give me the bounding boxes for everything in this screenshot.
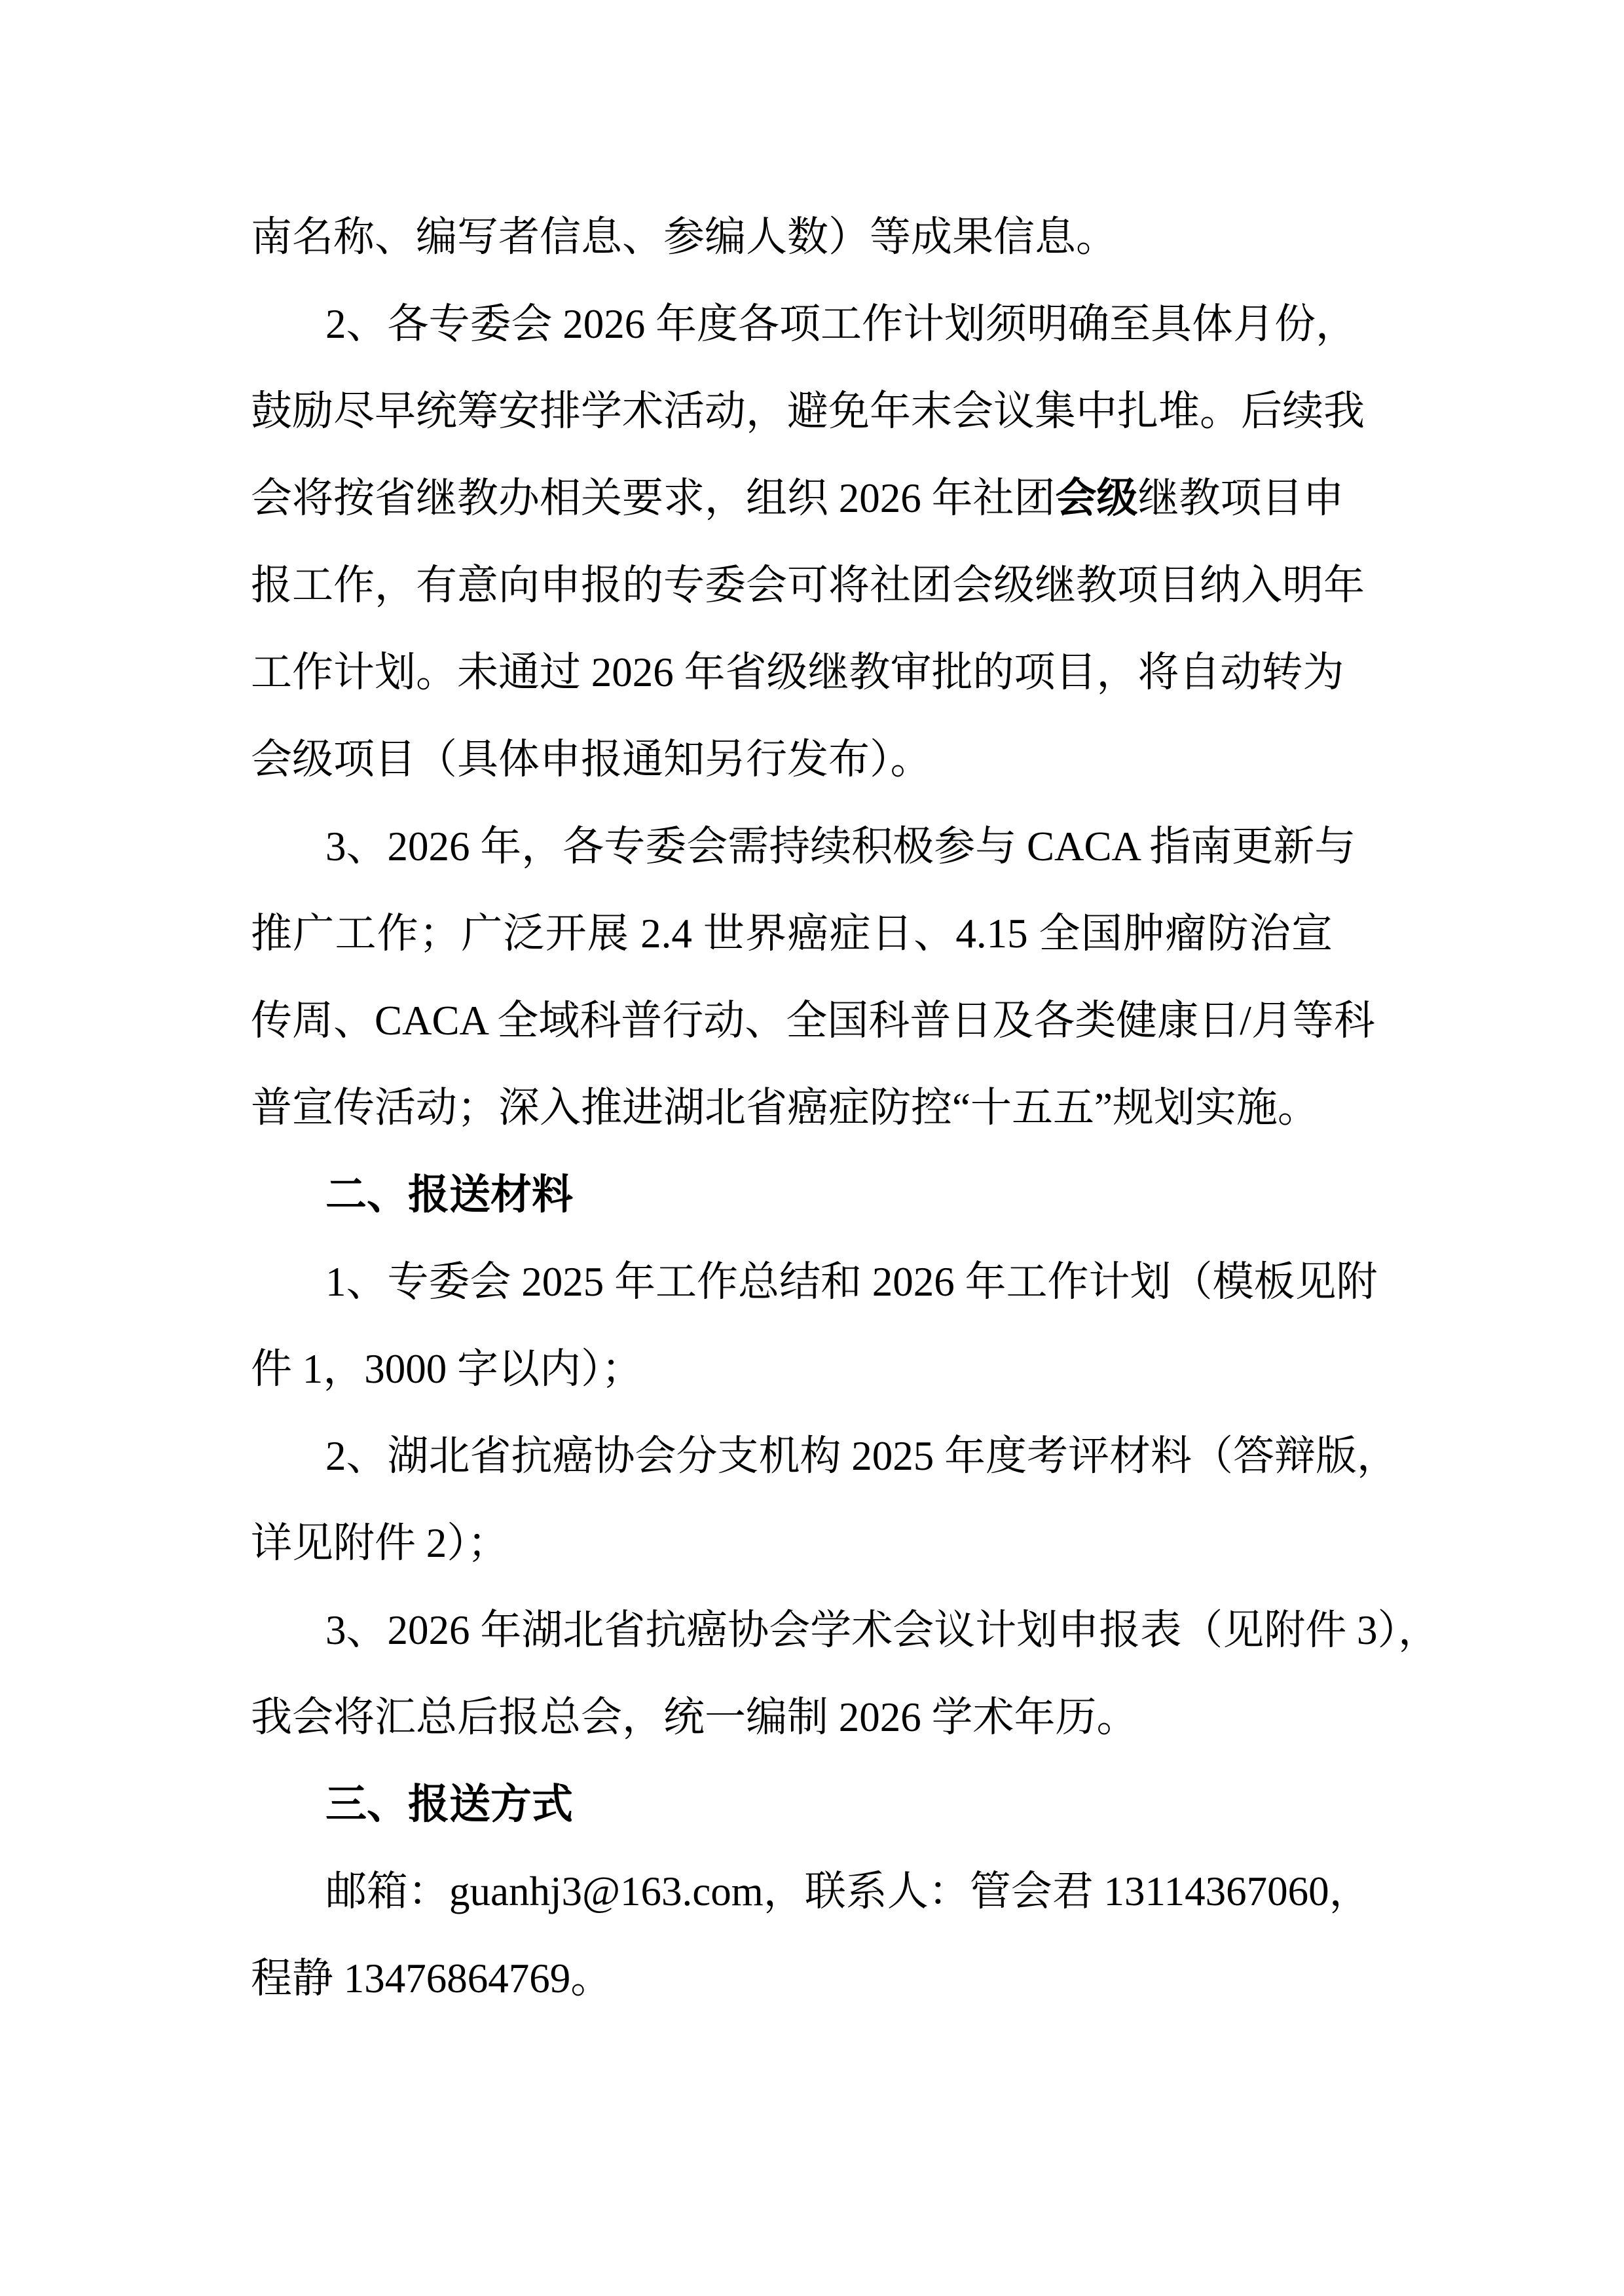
email-label: 邮箱： [325,1868,449,1914]
section-heading-materials: 二、报送材料 [325,1172,573,1218]
emphasized-text: 会级 [1055,475,1138,521]
text-line: 1、专委会 2025 年工作总结和 2026 年工作计划（模板见附 [325,1259,1378,1305]
email-address: guanhj3@163.com [449,1868,764,1914]
line-segment: 继教项目申 [1137,475,1344,521]
text-line: 2、湖北省抗癌协会分支机构 2025 年度考评材料（答辩版， [325,1433,1398,1479]
text-line [251,455,1344,542]
text-line: 程静 13476864769。 [251,1956,612,2001]
text-line: 我会将汇总后报总会，统一编制 2026 学术年历。 [251,1694,1138,1740]
document-text-block [251,194,1439,2022]
text-line [251,1848,1371,1935]
text-line: 详见附件 2）； [251,1520,509,1566]
text-line: 3、2026 年，各专委会需持续积极参与 CACA 指南更新与 [325,824,1356,869]
text-line: 2、各专委会 2026 年度各项工作计划须明确至具体月份， [325,301,1357,347]
text-line: 鼓励尽早统筹安排学术活动，避免年末会议集中扎堆。后续我 [251,388,1365,434]
text-line: 3、2026 年湖北省抗癌协会学术会议计划申报表（见附件 3）， [325,1607,1439,1653]
text-line: 普宣传活动；深入推进湖北省癌症防控“十五五”规划实施。 [251,1085,1319,1131]
contact-info: ，联系人：管会君 13114367060， [763,1868,1371,1914]
text-line: 传周、CACA 全域科普行动、全国科普日及各类健康日/月等科 [251,998,1375,1044]
text-line: 工作计划。未通过 2026 年省级继教审批的项目，将自动转为 [251,649,1344,695]
text-line: 会级项目（具体申报通知另行发布）。 [251,737,932,782]
text-line: 件 1，3000 字以内）； [251,1346,643,1392]
text-line: 推广工作；广泛开展 2.4 世界癌症日、4.15 全国肿瘤防治宣 [251,911,1333,957]
line-segment: 会将按省继教办相关要求，组织 2026 年社团 [251,475,1056,521]
section-heading-submission: 三、报送方式 [325,1781,573,1827]
text-line: 南名称、编写者信息、参编人数）等成果信息。 [251,214,1117,260]
text-line: 报工作，有意向申报的专委会可将社团会级继教项目纳入明年 [251,562,1365,608]
